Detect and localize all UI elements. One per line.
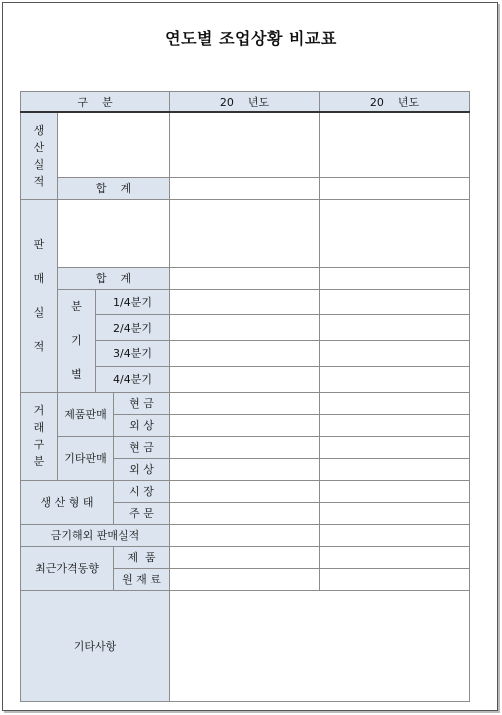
quarterly-label: 분기별	[58, 289, 96, 392]
product-credit-year-1[interactable]	[170, 414, 320, 436]
sales-year-1[interactable]	[170, 199, 320, 267]
other-cash-year-1[interactable]	[170, 436, 320, 458]
order-year-2[interactable]	[320, 502, 470, 524]
page-title: 연도별 조업상황 비교표	[165, 29, 337, 48]
production-item[interactable]	[58, 112, 170, 177]
header-year-1: 20 년도	[170, 92, 320, 113]
header-year-2: 20 년도	[320, 92, 470, 113]
product-credit-year-2[interactable]	[320, 414, 470, 436]
order-label: 주 문	[114, 502, 170, 524]
production-subtotal-year-2[interactable]	[320, 177, 470, 199]
price-material-label: 원 재 료	[114, 568, 170, 590]
product-cash-year-2[interactable]	[320, 392, 470, 414]
header-category: 구 분	[21, 92, 170, 113]
quarter-4-year-2[interactable]	[320, 366, 470, 392]
sales-subtotal-year-2[interactable]	[320, 267, 470, 289]
overseas-label: 금기해외 판매실적	[21, 524, 170, 546]
trade-other-cash-row	[21, 436, 470, 458]
sales-subtotal-label: 합 계	[58, 267, 170, 289]
product-sales-label: 제품판매	[58, 392, 114, 436]
product-credit-label: 외 상	[114, 414, 170, 436]
other-content[interactable]	[170, 590, 470, 701]
trade-product-cash-row	[21, 392, 470, 414]
production-label: 생산실적	[21, 112, 58, 199]
other-credit-year-2[interactable]	[320, 458, 470, 480]
sales-item[interactable]	[58, 199, 170, 267]
price-product-label: 제 품	[114, 546, 170, 568]
market-year-1[interactable]	[170, 480, 320, 502]
production-form-label: 생 산 형 태	[21, 480, 114, 524]
quarter-3-year-2[interactable]	[320, 341, 470, 367]
quarter-2-year-1[interactable]	[170, 315, 320, 341]
production-subtotal-row	[21, 177, 470, 199]
quarter-label-4: 4/4분기	[96, 366, 170, 392]
other-row	[21, 590, 470, 701]
sales-label: 판매실적	[21, 199, 58, 392]
other-cash-year-2[interactable]	[320, 436, 470, 458]
other-credit-year-1[interactable]	[170, 458, 320, 480]
market-year-2[interactable]	[320, 480, 470, 502]
other-credit-label: 외 상	[114, 458, 170, 480]
price-product-row	[21, 546, 470, 568]
production-form-market-row	[21, 480, 470, 502]
production-subtotal-label: 합 계	[58, 177, 170, 199]
production-row	[21, 112, 470, 177]
overseas-year-1[interactable]	[170, 524, 320, 546]
sales-row	[21, 199, 470, 267]
sales-subtotal-year-1[interactable]	[170, 267, 320, 289]
quarter-label-1: 1/4분기	[96, 289, 170, 315]
overseas-row	[21, 524, 470, 546]
comparison-table	[20, 91, 470, 702]
market-label: 시 장	[114, 480, 170, 502]
trade-label: 거래구분	[21, 392, 58, 480]
sales-subtotal-row	[21, 267, 470, 289]
price-product-year-2[interactable]	[320, 546, 470, 568]
price-material-year-1[interactable]	[170, 568, 320, 590]
product-cash-year-1[interactable]	[170, 392, 320, 414]
production-year-2[interactable]	[320, 112, 470, 177]
quarter-1-year-2[interactable]	[320, 289, 470, 315]
sales-year-2[interactable]	[320, 199, 470, 267]
other-label: 기타사항	[21, 590, 170, 701]
price-product-year-1[interactable]	[170, 546, 320, 568]
quarter-label-2: 2/4분기	[96, 315, 170, 341]
other-sales-label: 기타판매	[58, 436, 114, 480]
quarter-3-year-1[interactable]	[170, 341, 320, 367]
order-year-1[interactable]	[170, 502, 320, 524]
overseas-year-2[interactable]	[320, 524, 470, 546]
product-cash-label: 현 금	[114, 392, 170, 414]
header-row	[21, 92, 470, 113]
price-trend-label: 최근가격동향	[21, 546, 114, 590]
quarter-1-year-1[interactable]	[170, 289, 320, 315]
quarter-2-year-2[interactable]	[320, 315, 470, 341]
production-subtotal-year-1[interactable]	[170, 177, 320, 199]
price-material-year-2[interactable]	[320, 568, 470, 590]
quarter-row-1	[21, 289, 470, 315]
quarter-4-year-1[interactable]	[170, 366, 320, 392]
production-year-1[interactable]	[170, 112, 320, 177]
quarter-label-3: 3/4분기	[96, 341, 170, 367]
other-cash-label: 현 금	[114, 436, 170, 458]
